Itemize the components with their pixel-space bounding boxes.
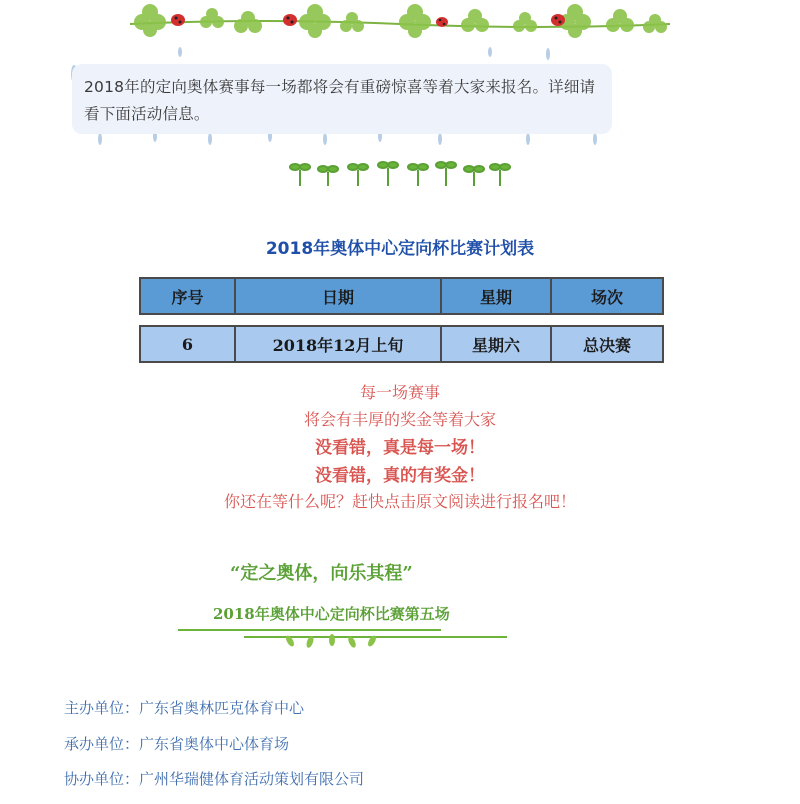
table-row: [139, 325, 664, 363]
ladybug-icon: [551, 14, 565, 26]
header-cell-round: 场次: [590, 287, 623, 307]
divider: [178, 629, 441, 631]
clover-icon: [461, 9, 489, 32]
clover-icon: [134, 4, 166, 37]
clover-icon: [340, 12, 364, 32]
event-subtitle: 2018年奥体中心定向杯比赛第五场: [213, 605, 450, 623]
message-line-5: 你还在等什么呢？赶快点击原文阅读进行报名吧！: [223, 492, 576, 511]
organizing-unit: 承办单位：广东省奥体中心体育场: [64, 735, 290, 753]
clover-icon: [399, 4, 431, 38]
schedule-header-row: [139, 277, 664, 315]
sprout-decoration: [288, 158, 514, 190]
message-line-4: 没看错，真的有奖金！: [315, 466, 485, 486]
header-cell-weekday: 星期: [442, 279, 552, 313]
leaf-decoration: [280, 632, 390, 650]
clover-icon: [643, 14, 667, 33]
co-organizer: 协办单位：广州华瑞健体育活动策划有限公司: [64, 770, 365, 788]
message-line-2: 将会有丰厚的奖金等着大家: [303, 410, 496, 429]
slogan-quote: “定之奥体，向乐其程”: [230, 563, 413, 584]
host-organizer: 主办单位：广东省奥林匹克体育中心: [64, 699, 305, 717]
cell-round: 总决赛: [582, 335, 631, 355]
schedule-title: 2018年奥体中心定向杯比赛计划表: [265, 239, 535, 259]
intro-text: 2018年的定向奥体赛事每一场都将会有重磅惊喜等着大家来报名。详细请看下面活动信息。: [84, 78, 596, 123]
ladybug-icon: [283, 14, 297, 26]
header-cell-index: 序号: [141, 279, 236, 313]
ladybug-icon: [171, 14, 185, 26]
message-line-3: 没看错，真是每一场！: [315, 438, 485, 458]
clover-icon: [234, 11, 262, 33]
clover-icon: [606, 9, 634, 32]
clover-icon: [200, 8, 224, 28]
clover-icon: [513, 12, 537, 32]
cell-date: 2018年12月上旬: [236, 327, 442, 361]
clover-garland-decoration: [130, 0, 670, 48]
ladybug-icon: [436, 17, 448, 27]
cell-index: 6: [141, 327, 236, 361]
cell-weekday: 星期六: [442, 327, 552, 361]
message-line-1: 每一场赛事: [359, 383, 440, 402]
header-cell-date: 日期: [236, 279, 442, 313]
